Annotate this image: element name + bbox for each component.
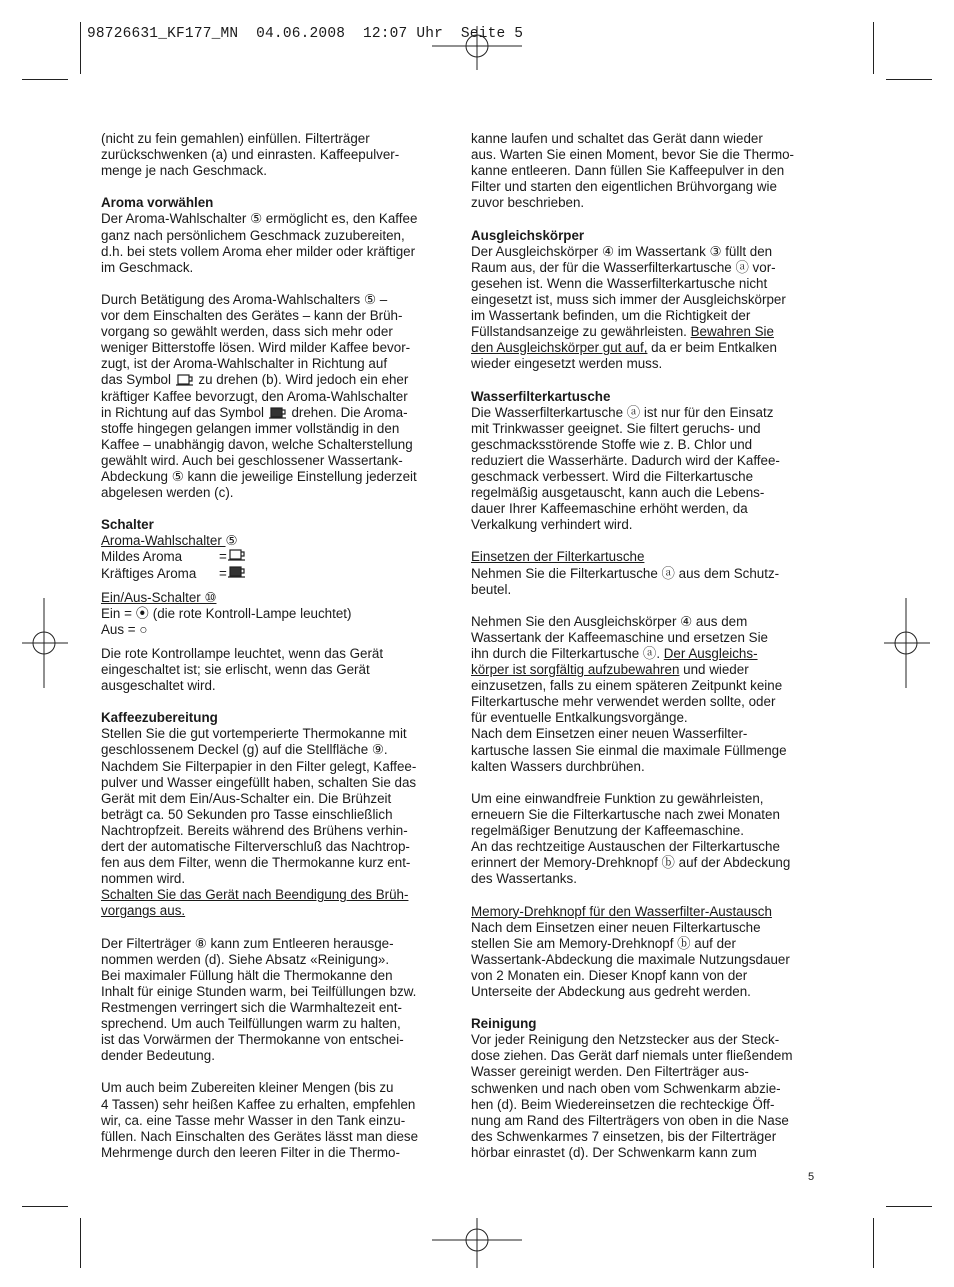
aroma-switch-label: Aroma-Wahlschalter xyxy=(101,533,226,549)
cup-mild-icon xyxy=(175,374,195,386)
paragraph-klein: Um auch beim Zubereiten kleiner Mengen (bis zu 4 Tassen) sehr heißen Kaffee zu erhalten, empfehlen wir, ca. eine Tasse mehr Wasser in den Tank einzu- füllen. Nach Einschalten des Gerätes lässt man diese Mehrmenge durch den leeren Filter in die Thermo- xyxy=(101,1080,419,1160)
cup-mild-icon xyxy=(227,549,247,562)
paragraph-ausgleich: Der Ausgleichskörper ④ im Wassertank ③ füllt den Raum aus, der für die Wasserfilterkartusche ⓐ vor- gesehen ist. Wenn die Wasserfilterkartusche nicht eingesetzt ist, muss sich immer der Ausgleichskörper im Wassertank befinden, um die Richtigkeit der Füllstandsanzeige zu gewährleisten. Bewahren Sie den Ausgleichskörper gut auf, da er beim Entkalken wieder eingesetzt werden muss. xyxy=(471,243,786,372)
paragraph-intro: (nicht zu fein gemahlen) einfüllen. Filterträger zurückschwenken (a) und einrasten. Kaffeepulver- menge je nach Geschmack. xyxy=(101,131,400,179)
crop-mark xyxy=(80,1218,81,1268)
paragraph-aroma-switch: Durch Betätigung des Aroma-Wahlschalters ⑤ – vor dem Einschalten des Gerätes – kann der Brüh- vorgang so gewählt werden, dass sich mehr oder weniger Bitterstoffe lösen. Wird milder Kaffee bevor- zugt, ist der Aroma-Wahlschalter in Richtung auf das Symbol zu drehen (b). Wird jedoch ein eher kräftiger Kaffee bevorzugt, den Aroma-Wahlschalter in Richtung auf das Symbol drehen. Die Aroma- stoffe hingegen gelangen immer vollständig in den Kaffee – unabhängig davon, welche Schalterstellung gewählt wird. Auch bei geschlossener Wassertank- Abdeckung ⑤ kann die jeweilige Einstellung jederzeit abgelesen werden (c). xyxy=(101,291,417,501)
paragraph-einsetzen: Nehmen Sie die Filterkartusche ⓐ aus dem Schutz- beutel. xyxy=(471,565,780,597)
crop-mark xyxy=(886,1206,932,1207)
strong-aroma-row: Kräftiges Aroma = xyxy=(101,566,446,582)
cup-strong-icon xyxy=(227,566,247,579)
paragraph-nehmen: Nehmen Sie den Ausgleichskörper ④ aus dem Wassertank der Kaffeemaschine und ersetzen Sie ihn durch die Filterkartusche ⓐ. Der Ausgleichs- körper ist sorgfältig aufzubewahren und wieder einzusetzen, falls zu einem späteren Zeitpunkt keine Filterkartusche mehr verwendet werden sollte, oder für eventuelle Entkalkungsvorgänge. Nach dem Einsetzen einer neuen Wasserfilter- kartusche lassen Sie einmal die maximale Füllmenge kalten Wassers durchbrühen. xyxy=(471,613,787,774)
crop-mark xyxy=(22,79,68,80)
registration-mark-icon xyxy=(432,1218,522,1268)
off-row: Aus = ○ xyxy=(101,621,148,637)
heading-schalter: Schalter xyxy=(101,517,154,533)
crop-mark xyxy=(886,79,932,80)
heading-wasserfilter: Wasserfilterkartusche xyxy=(471,388,611,404)
crop-mark xyxy=(873,1218,874,1268)
heading-reinigung: Reinigung xyxy=(471,1016,537,1032)
left-column: (nicht zu fein gemahlen) einfüllen. Filterträger zurückschwenken (a) und einrasten. Kaffeepulver- menge je nach Geschmack. Aroma vorwählen Der Aroma-Wahlschalter ⑤ ermöglicht es, den Kaffee ganz nach persönlichem Geschmack zuzubereiten, d.h. bei stets vollem Aroma eher milder oder kräftiger im Geschmack. Durch Betätigung des Aroma-Wahlschalters ⑤ – vor dem Einschalten des Gerätes – kann der Brüh- vorgang so gewählt werden, dass sich mehr oder weniger Bitterstoffe lösen. Wird milder Kaffee bevor- zugt, ist der Aroma-Wahlschalter in Richtung auf das Symbol zu drehen (b). Wird jedoch ein eher kräftiger Kaffee bevorzugt, den Aroma-Wahlschalter in Richtung auf das Symbol drehen. Die Aroma- stoffe hingegen gelangen immer vollständig in den Kaffee – unabhängig davon, welche Schalterstellung gewählt wird. Auch bei geschlossener Wassertank- Abdeckung ⑤ kann die jeweilige Einstellung jederzeit abgelesen werden (c). Schalter Aroma-Wahlschalter ⑤ Mildes Aroma = Kräftiges Aroma = Ein/Aus-Schalter ⑩ Ein = ⦿ (die rote Kontroll-Lampe leuchtet) Aus = ○ Die rote Kontrollampe leuchtet, wenn das Gerät eingeschaltet ist; sie erlischt, wenn das Gerät ausgeschaltet wird. Kaffeezubereitung Stellen Sie die gut vortemperierte Thermokanne mit geschlossenem Deckel (g) auf die Stellfläche ⑨. Nachdem Sie Filterpapier in den Filter gelegt, Kaffee- pulver und Wasser eingefüllt haben, schalten Sie das Gerät mit dem Ein/Aus-Schalter ein. Die Brühzeit beträgt ca. 50 Sekunden pro Tasse einschließlich Nachtropfzeit. Bereits während des Brühens verhin- dert der automatische Filterverschluß das Nachtrop- fen aus dem Filter, wenn die Thermokanne kurz ent- nommen wird. Schalten Sie das Gerät nach Beendigung des Brüh- vorgangs aus. Der Filterträger ⑧ kann zum Entleeren herausge- nommen werden (d). Siehe Absatz «Reinigung». Bei maximaler Füllung hält die Thermokanne den Inhalt für einige Stunden warm, bei Teilfüllungen bzw. Restmengen verringert sich die Warmhaltezeit ent- sprechend. Um auch Teilfüllungen warm zu halten, ist das Vorwärmen der Thermokanne von entschei- dender Bedeutung. Um auch beim Zubereiten kleiner Mengen (bis zu 4 Tassen) sehr heißen Kaffee zu erhalten, empfehlen wir, ca. eine Tasse mehr Wasser in den Tank einzu- füllen. Nach Einschalten des Gerätes lässt man diese Mehrmenge durch den leeren Filter in die Thermo- xyxy=(101,131,446,1161)
mild-aroma-row: Mildes Aroma = xyxy=(101,549,446,565)
crop-mark xyxy=(80,22,81,74)
registration-mark-icon xyxy=(22,598,68,688)
registration-mark-icon xyxy=(884,598,930,688)
heading-aroma: Aroma vorwählen xyxy=(101,195,214,211)
registration-mark-icon xyxy=(432,26,522,70)
cup-strong-icon xyxy=(268,407,288,419)
crop-mark xyxy=(873,22,874,74)
print-header: 98726631_KF177_MN 04.06.2008 12:07 Uhr Seite 5 xyxy=(87,26,524,42)
off-symbol-icon: ○ xyxy=(139,621,148,637)
paragraph-continued: kanne laufen und schaltet das Gerät dann wieder aus. Warten Sie einen Moment, bevor Sie die Thermo- kanne entleeren. Dann füllen Sie Kaffeepulver in den Filter und starten den eigentlichen Brühvorgang wie zuvor beschrieben. xyxy=(471,131,795,211)
paragraph-wasserfilter: Die Wasserfilterkartusche ⓐ ist nur für den Einsatz mit Trinkwasser geeignet. Sie filtert geruchs- und geschmacksstörende Stoffe wie z. B. Chlor und reduziert die Wasserhärte. Dadurch wird der Kaffee- geschmack verbessert. Wird die Filterkartusche regelmäßig ausgetauscht, kann auch die Lebens- dauer Ihrer Kaffeemaschine erhöht werden, da Verkalkung verhindert wird. xyxy=(471,404,780,533)
paragraph-reinigung: Vor jeder Reinigung den Netzstecker aus der Steck- dose ziehen. Das Gerät darf niemals unter fließendem Wasser gereinigt werden. Den Filterträger aus- schwenken und nach oben vom Schwenkarm abzie- hen (d). Beim Wiedereinsetzen die rechteckige Öff- nung am Rand des Filterträgers von oben in die Nase des Schwenkarmes 7 einsetzen, bis der Filterträger hörbar einrastet (d). Der Schwenkarm kann zum xyxy=(471,1032,793,1160)
heading-kaffee: Kaffeezubereitung xyxy=(101,710,218,726)
heading-memory: Memory-Drehknopf für den Wasserfilter-Austausch xyxy=(471,903,772,919)
heading-einsetzen: Einsetzen der Filterkartusche xyxy=(471,549,645,565)
paragraph-memory: Nach dem Einsetzen einer neuen Filterkartusche stellen Sie am Memory-Drehknopf ⓑ auf der Wassertank-Abdeckung die maximale Nutzungsdauer von 2 Monaten ein. Dieser Knopf kann von der Unterseite der Abdeckung aus gedreht werden. xyxy=(471,919,790,999)
paragraph-kaffee: Stellen Sie die gut vortemperierte Thermokanne mit geschlossenem Deckel (g) auf die Stellfläche ⑨. Nachdem Sie Filterpapier in den Filter gelegt, Kaffee- pulver und Wasser eingefüllt haben, schalten Sie das Gerät mit dem Ein/Aus-Schalter ein. Die Brühzeit beträgt ca. 50 Sekunden pro Tasse einschließlich Nachtropfzeit. Bereits während des Brühens verhin- dert der automatische Filterverschluß das Nachtrop- fen aus dem Filter, wenn die Thermokanne kurz ent- nommen wird. Schalten Sie das Gerät nach Beendigung des Brüh- vorgangs aus. xyxy=(101,726,417,919)
heading-ausgleich: Ausgleichskörper xyxy=(471,227,585,243)
on-row: Ein = ⦿ (die rote Kontroll-Lampe leuchtet) xyxy=(101,605,352,621)
paragraph-filter: Der Filterträger ⑧ kann zum Entleeren herausge- nommen werden (d). Siehe Absatz «Reinigung». Bei maximaler Füllung hält die Thermokanne den Inhalt für einige Stunden warm, bei Teilfüllungen bzw. Restmengen verringert sich die Warmhaltezeit ent- sprechend. Um auch Teilfüllungen warm zu halten, ist das Vorwärmen der Thermokanne von entschei- dender Bedeutung. xyxy=(101,935,417,1064)
paragraph-funktion: Um eine einwandfreie Funktion zu gewährleisten, erneuern Sie die Filterkartusche nach zwei Monaten regelmäßiger Benutzung der Kaffeemaschine. An das rechtzeitige Austauschen der Filterkartusche erinnert der Memory-Drehknopf ⓑ auf der Abdeckung des Wassertanks. xyxy=(471,790,791,887)
page-number: 5 xyxy=(808,1171,815,1183)
on-symbol-icon: ⦿ xyxy=(135,605,150,621)
crop-mark xyxy=(22,1206,68,1207)
paragraph-lamp: Die rote Kontrollampe leuchtet, wenn das Gerät eingeschaltet ist; sie erlischt, wenn das Gerät ausgeschaltet wird. xyxy=(101,645,384,694)
right-column xyxy=(471,131,816,1161)
paragraph-aroma: Der Aroma-Wahlschalter ⑤ ermöglicht es, den Kaffee ganz nach persönlichem Geschmack zuzubereiten, d.h. bei stets vollem Aroma eher milder oder kräftiger im Geschmack. xyxy=(101,211,418,275)
onoff-switch-label: Ein/Aus-Schalter ⑩ xyxy=(101,589,217,605)
